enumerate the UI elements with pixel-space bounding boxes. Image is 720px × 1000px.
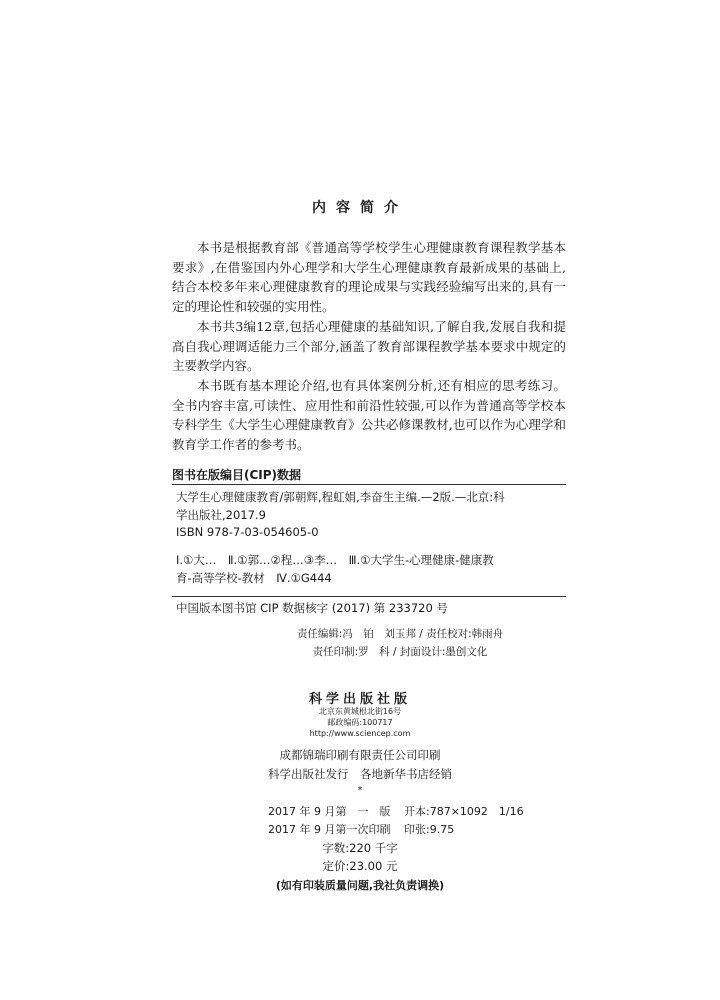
edition-first: 2017 年 9 月第 一 版 [268, 805, 391, 818]
content-summary [172, 238, 566, 455]
cip-isbn: ISBN 978-7-03-054605-0 [176, 525, 319, 539]
distributor: 科学出版社发行 各地新华书店经销 [268, 767, 452, 781]
cip-class-line-1: Ⅰ.①大… Ⅱ.①郭…②程…③李… Ⅲ.①大学生-心理健康-健康教 [176, 553, 494, 567]
cip-class-line-2: 育-高等学校-教材 Ⅳ.①G444 [176, 570, 332, 585]
cip-heading: 图书在版编目(CIP)数据 [172, 468, 302, 482]
cip-classification [176, 552, 564, 587]
cip-top-rule [172, 484, 566, 485]
printing-line [268, 821, 455, 837]
printer: 成都锦瑞印刷有限责任公司印刷 [279, 748, 441, 762]
edition-line [268, 803, 524, 819]
cip-description [176, 489, 564, 542]
publisher-postcode: 邮政编码:100717 [327, 718, 393, 727]
credits-editors: 责任编辑:冯 铂 刘玉邦 / 责任校对:韩雨舟 [296, 628, 504, 640]
summary-paragraph-1: 本书是根据教育部《普通高等学校学生心理健康教育课程教学基本要求》,在借鉴国内外心理学和大学生心理健康教育最新成果的基础上,结合本校多年来心理健康教育的理论成果与实践经验编写出来的,具有一定的理论性和较强的实用性。 [172, 240, 566, 315]
credits-production: 责任印制:罗 科 / 封面设计:墨创文化 [312, 646, 488, 658]
summary-paragraph-3: 本书既有基本理论介绍,也有具体案例分析,还有相应的思考练习。全书内容丰富,可读性、应用性和前沿性较强,可以作为普通高等学校本专科学生《大学生心理健康教育》公共必修课教材,也可以作为心理学和教育学工作者的参考书。 [172, 377, 566, 453]
cip-bottom-rule [172, 596, 566, 597]
separator-star: * [357, 785, 363, 796]
summary-paragraph-2: 本书共3编12章,包括心理健康的基础知识,了解自我,发展自我和提高自我心理调适能力三个部分,涵盖了教育部课程教学基本要求中规定的主要教学内容。 [172, 318, 566, 374]
cip-check-number: 中国版本图书馆 CIP 数据核字 (2017) 第 233720 号 [176, 601, 448, 615]
cip-line-1: 大学生心理健康教育/郭朝辉,程虹娟,李奋生主编.—2版.—北京:科 [176, 490, 505, 504]
printing-first: 2017 年 9 月第一次印刷 [268, 823, 391, 836]
publisher-url: http://www.sciencep.com [309, 729, 411, 738]
book-format: 开本:787×1092 1/16 [404, 805, 524, 818]
price: 定价:23.00 元 [322, 859, 398, 873]
publisher-address: 北京东黄城根北街16号 [318, 707, 402, 716]
cip-line-2: 学出版社,2017.9 [176, 507, 266, 522]
publisher-name: 科学出版社版 [308, 692, 411, 707]
page-title: 内容简介 [312, 200, 408, 216]
print-sheets: 印张:9.75 [404, 823, 455, 836]
word-count: 字数:220 千字 [322, 841, 398, 855]
quality-notice: (如有印装质量问题,我社负责调换) [275, 879, 445, 892]
